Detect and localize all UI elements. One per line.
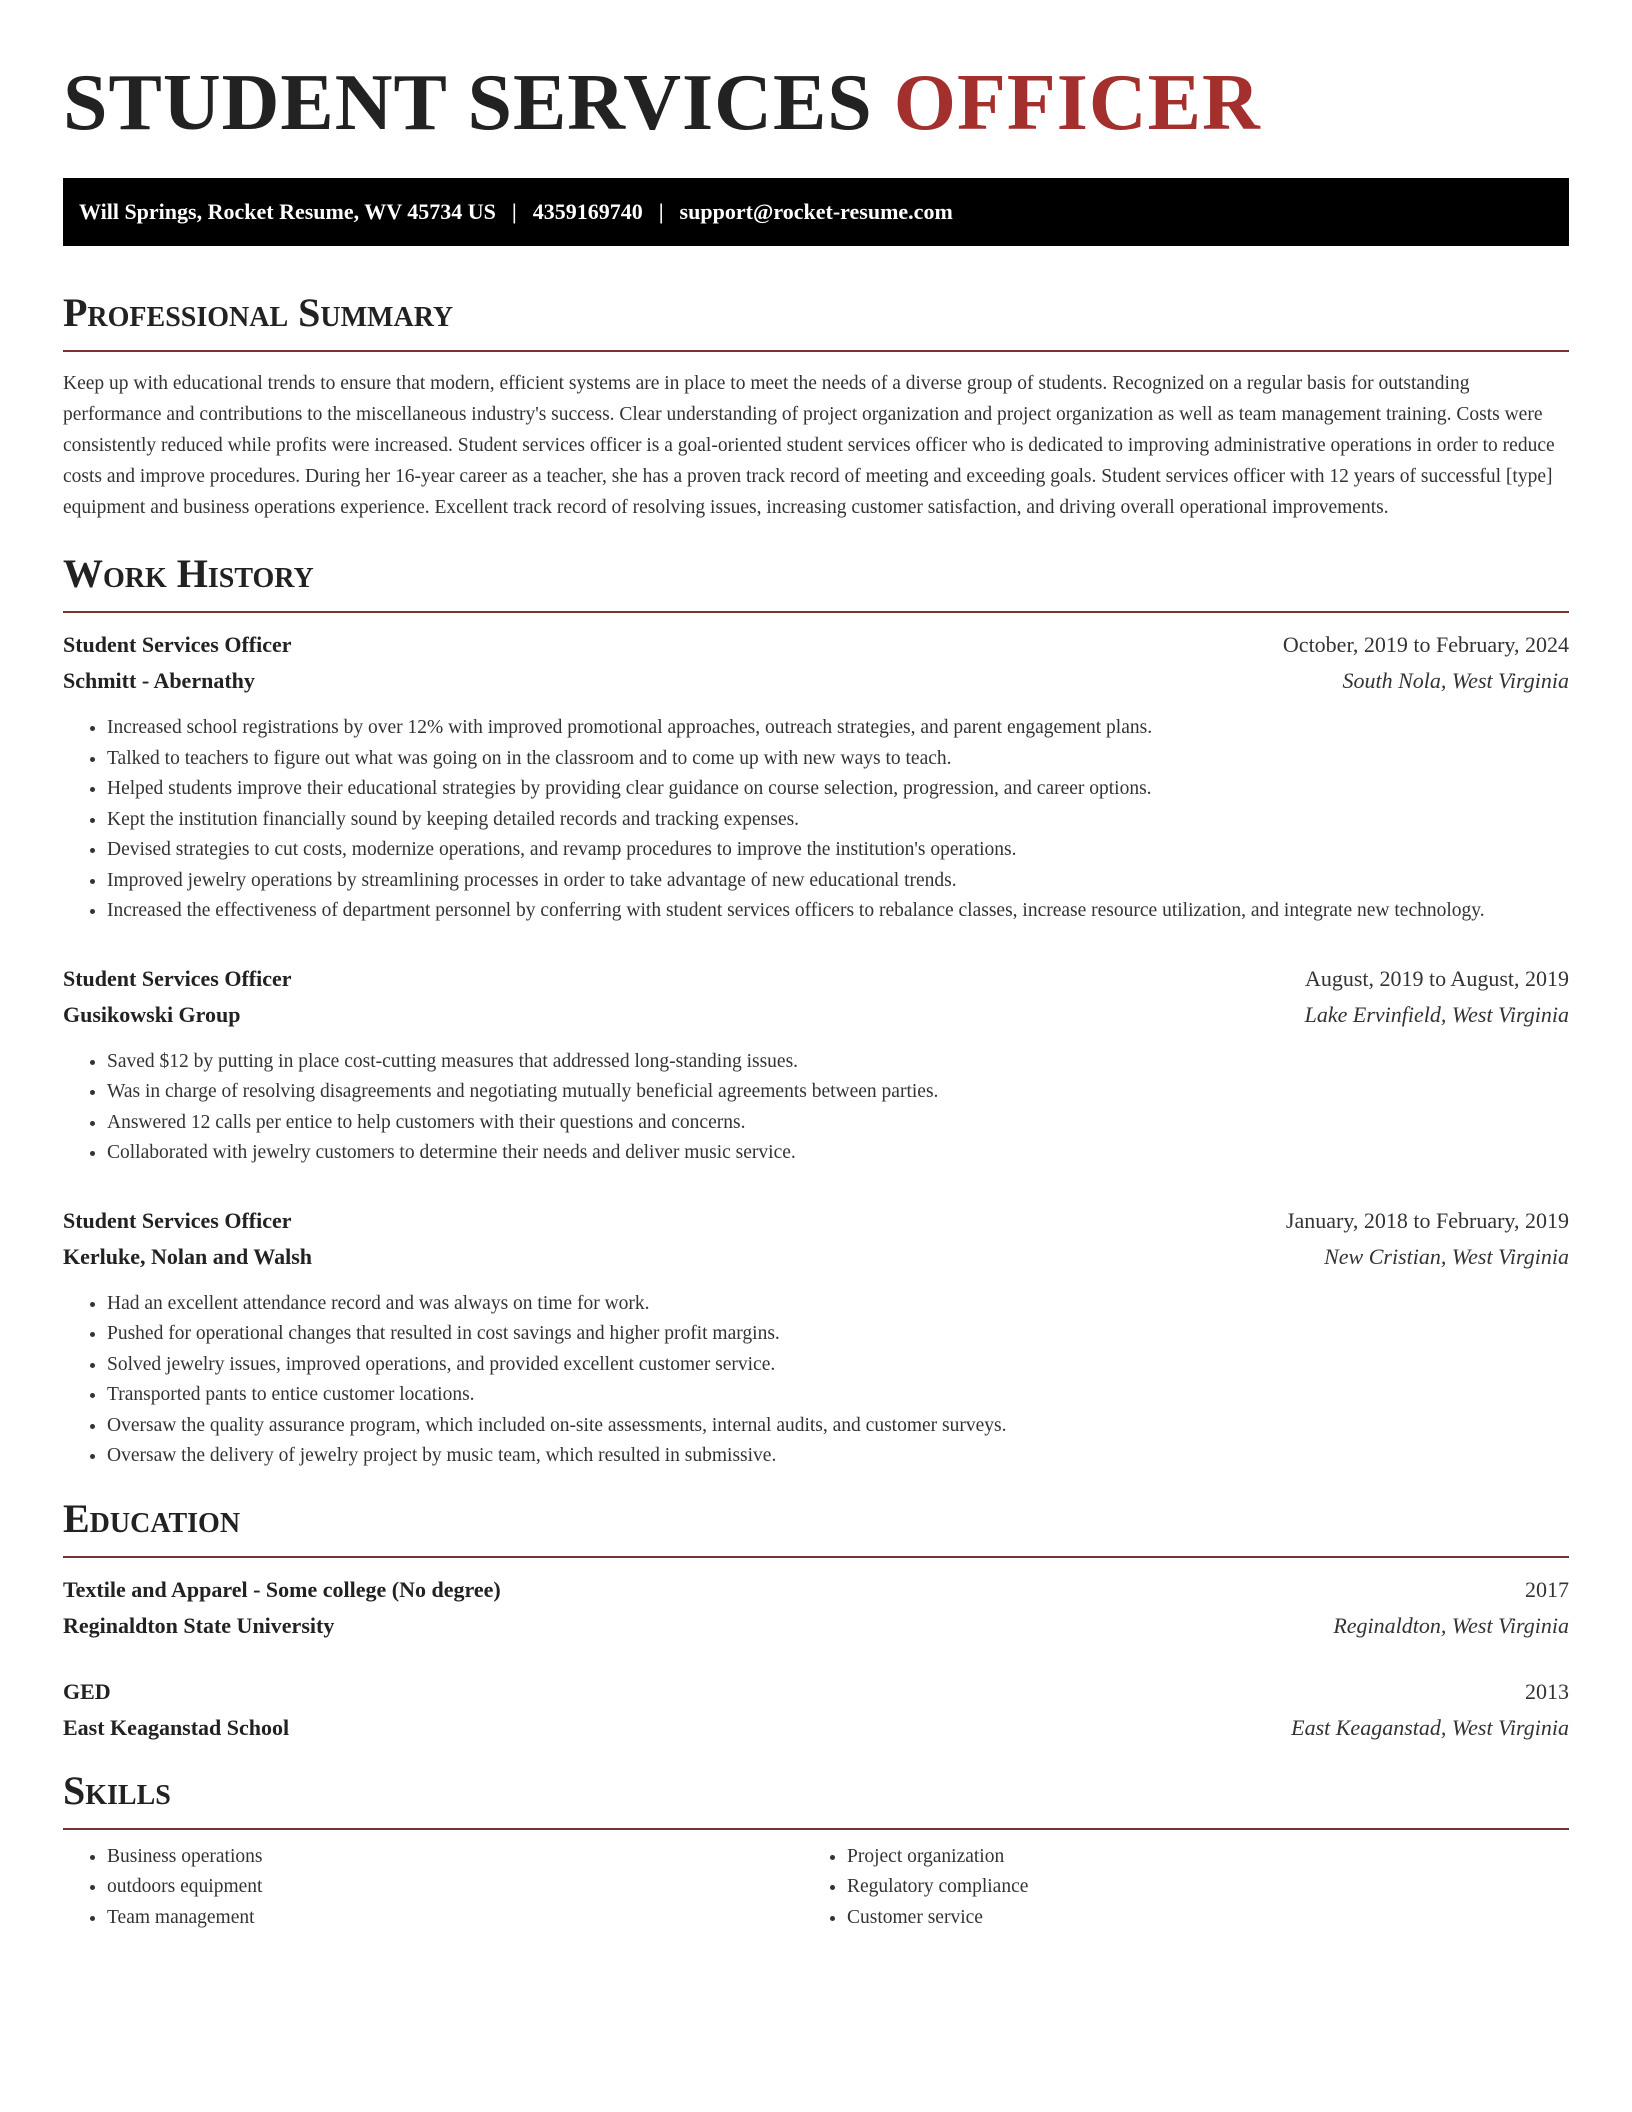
job-bullet: • Talked to teachers to figure out what was going on in the classroom and to come up with new ways to teach. [107,744,1569,775]
job-bullet: • Solved jewelry issues, improved operations, and provided excellent customer service. [107,1350,1569,1381]
summary-text: Keep up with educational trends to ensure that modern, efficient systems are in place to meet the needs of a diverse group of students. Recognized on a regular basis for outstanding performance and contributions to the miscellaneous industry's success. Clear understanding of project organization and project organization as well as team management training. Costs were consistently reduced while profits were increased. Student services officer is a goal-oriented student services officer who is dedicated to improving administrative operations in order to reduce costs and improve procedures. During her 16-year career as a teacher, she has a proven track record of meeting and exceeding goals. Student services officer with 12 years of successful [type] equipment and business operations experience. Excellent track record of resolving issues, increasing customer satisfaction, and driving overall operational improvements. [63,373,1555,518]
job-title: Student Services Officer [63,1207,292,1233]
education-section [63,1494,1569,1746]
job-location: Lake Ervinfield, West Virginia [1304,1001,1569,1027]
section-title-summary: Professional Summary [63,290,454,335]
job-bullet: • Pushed for operational changes that resulted in cost savings and higher profit margins. [107,1319,1569,1350]
skills-column-left [63,1842,803,1934]
job-bullet: • Collaborated with jewelry customers to determine their needs and deliver music service. [107,1138,1569,1169]
job-header [63,961,1569,997]
education-degree: GED [63,1678,111,1704]
job-bullets [63,713,1569,927]
education-degree: Textile and Apparel - Some college (No degree) [63,1576,501,1602]
job-subheader [63,1239,1569,1275]
education-list [63,1572,1569,1746]
education-entry [63,1572,1569,1644]
education-location: East Keaganstad, West Virginia [1291,1714,1569,1740]
education-school: Reginaldton State University [63,1612,335,1638]
skill-item: • outdoors equipment [107,1872,803,1903]
section-divider [63,611,1569,613]
job-location: South Nola, West Virginia [1342,668,1569,693]
contact-bar [63,178,1569,246]
education-subheader [63,1608,1569,1644]
job-bullet: • Improved jewelry operations by streamlining processes in order to take advantage of new educational trends. [107,866,1569,897]
skills-section [63,1766,1569,1934]
education-entry [63,1674,1569,1746]
section-divider [63,1556,1569,1558]
education-header [63,1572,1569,1608]
resume-name [63,0,1569,146]
contact-separator: | [511,199,517,224]
job-bullet: • Kept the institution financially sound by keeping detailed records and tracking expenses. [107,805,1569,836]
job-company: Kerluke, Nolan and Walsh [63,1243,312,1269]
education-subheader [63,1710,1569,1746]
job-bullet: • Transported pants to entice customer locations. [107,1380,1569,1411]
job-header [63,627,1569,663]
job-bullet: • Answered 12 calls per entice to help customers with their questions and concerns. [107,1108,1569,1139]
job-company: Schmitt - Abernathy [63,668,255,693]
job-title: Student Services Officer [63,965,292,991]
section-title-skills: Skills [63,1767,171,1813]
job-subheader [63,663,1569,699]
contact-address: Will Springs, Rocket Resume, WV 45734 US [79,199,496,224]
name-accent: OFFICER [893,59,1261,147]
skills-grid [63,1842,1569,1934]
job-dates: August, 2019 to August, 2019 [1304,965,1569,991]
job-bullet: • Saved $12 by putting in place cost-cutting measures that addressed long-standing issues. [107,1047,1569,1078]
skill-item: • Project organization [847,1842,1543,1873]
education-location: Reginaldton, West Virginia [1333,1612,1569,1638]
skill-item: • Team management [107,1903,803,1934]
job-entry [63,1203,1569,1472]
work-history-section [63,549,1569,1472]
job-bullet: • Had an excellent attendance record and was always on time for work. [107,1289,1569,1320]
job-subheader [63,997,1569,1033]
education-header [63,1674,1569,1710]
section-divider [63,350,1569,352]
section-title-work-history: Work History [63,551,314,596]
education-school: East Keaganstad School [63,1714,290,1740]
job-bullet: • Oversaw the delivery of jewelry project by music team, which resulted in submissive. [107,1441,1569,1472]
job-entry [63,627,1569,927]
job-bullet: • Increased the effectiveness of department personnel by conferring with student services officers to rebalance classes, increase resource utilization, and integrate new technology. [107,896,1569,927]
summary-section [63,288,1569,523]
job-bullets [63,1289,1569,1472]
job-bullet: • Increased school registrations by over 12% with improved promotional approaches, outreach strategies, and parent engagement plans. [107,713,1569,744]
section-divider [63,1828,1569,1830]
job-title: Student Services Officer [63,632,292,657]
job-dates: January, 2018 to February, 2019 [1285,1207,1569,1233]
contact-separator: | [658,199,664,224]
job-header [63,1203,1569,1239]
job-bullets [63,1047,1569,1169]
job-company: Gusikowski Group [63,1001,241,1027]
skill-item: • Customer service [847,1903,1543,1934]
job-bullet: • Was in charge of resolving disagreements and negotiating mutually beneficial agreements between parties. [107,1077,1569,1108]
section-title-education: Education [63,1495,241,1541]
skill-item: • Regulatory compliance [847,1872,1543,1903]
jobs-list [63,627,1569,1472]
skills-column-right [803,1842,1543,1934]
job-bullet: • Helped students improve their educational strategies by providing clear guidance on course selection, progression, and career options. [107,774,1569,805]
job-entry [63,961,1569,1169]
education-year: 2013 [1525,1678,1569,1704]
name-main: STUDENT SERVICES [63,59,873,147]
contact-phone: 4359169740 [532,199,643,224]
job-bullet: • Devised strategies to cut costs, modernize operations, and revamp procedures to improve the institution's operations. [107,835,1569,866]
skill-item: • Business operations [107,1842,803,1873]
job-location: New Cristian, West Virginia [1324,1243,1569,1269]
job-bullet: • Oversaw the quality assurance program, which included on-site assessments, internal audits, and customer surveys. [107,1411,1569,1442]
job-dates: October, 2019 to February, 2024 [1282,632,1569,657]
contact-email: support@rocket-resume.com [679,199,953,224]
education-year: 2017 [1525,1576,1569,1602]
